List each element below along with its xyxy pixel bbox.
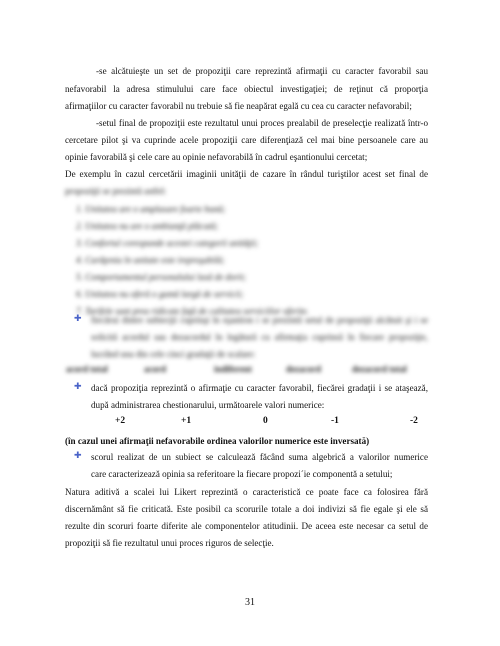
blurred-list-item: 1. Unitatea are o amplasare foarte bună;: [76, 204, 226, 214]
blurred-list-item: 7. Tarifele sunt prea ridicate faţă de calitatea serviciilor oferite.: [76, 306, 309, 316]
scale-label: indiferent: [214, 364, 252, 374]
value-label: +1: [181, 416, 192, 426]
blurred-list-item: 6. Unitatea nu oferă o gamă largă de servicii;: [76, 289, 244, 299]
value-label: -1: [331, 416, 339, 426]
blurred-text-line: fiecărui dintre subiecţii cuprinşi în eşantion i se prezintă setul de propoziţii alcătuit şi i se: [91, 315, 428, 325]
values-row: [0, 416, 500, 432]
blurred-list-item: 5. Comportamentul personalului lasă de dorit;: [76, 272, 247, 282]
blurred-list-item: 3. Confortul corespunde acestei categorii unităţii;: [76, 238, 259, 248]
value-label: -2: [410, 416, 418, 426]
text-line: nefavorabil la adresa stimulului care face obiectul investigaţiei; de reţinut că proporţia: [65, 84, 428, 94]
text-line: afirmaţiilor cu caracter favorabil nu trebuie să fie neapărat egală cu cea cu caracter nefavorabil;: [65, 101, 412, 111]
text-line: cercetare pilot şi va cuprinde acele propoziţii care diferenţiază cel mai bine persoanele care au: [65, 135, 428, 145]
blurred-text-line: solicită acordul sau dezacordul în legătură cu afirmaţia cuprinsă în fiecare propoziţie,: [91, 332, 428, 342]
blurred-list-item: 4. Curăţenia în unitate este ireproşabilă;: [76, 255, 225, 265]
text-line: discernământ să fie criticată. Este posibil ca scorurile totale a doi indivizi să fie egale şi ele să: [65, 504, 428, 514]
plus-bullet-icon: ✚: [74, 450, 82, 460]
note-line: (în cazul unei afirmaţii nefavorabile ordinea valorilor numerice este inversată): [65, 436, 370, 446]
value-label: 0: [263, 416, 268, 426]
text-line: De exemplu în cazul cercetării imaginii unităţii de cazare în rândul turiştilor acest set final de: [65, 169, 428, 179]
blurred-scale-row: [0, 364, 500, 380]
text-line: rezulte din scoruri foarte diferite ale componentelor atitudinii. De aceea este necesar ca setul de: [65, 521, 428, 531]
blurred-text-line: lucrând una din cele cinci gradaţii de scalare:: [91, 349, 256, 359]
blurred-list-item: 2. Unitatea nu are o ambianţă plăcută;: [76, 221, 219, 231]
scale-label: acord total: [66, 364, 108, 374]
text-line: opinie favorabilă şi cele care au opinie nefavorabilă în cadrul eşantionului cercetat;: [65, 152, 368, 162]
text-line: dacă propoziţia reprezintă o afirmaţie cu caracter favorabil, fiecărei gradaţii i se ataşează,: [91, 383, 428, 393]
text-line: -se alcătuieşte un set de propoziţii care reprezintă afirmaţii cu caracter favorabil sau: [96, 66, 428, 76]
blurred-text-line: propoziţii se prezintă astfel:: [65, 186, 167, 196]
value-label: +2: [115, 416, 126, 426]
plus-bullet-icon: ✚: [74, 313, 82, 323]
scale-label: dezacord total: [352, 364, 407, 374]
scale-label: dezacord: [286, 364, 321, 374]
text-line: scorul realizat de un subiect se calculează făcând suma algebrică a valorilor numerice: [91, 452, 428, 462]
scale-label: acord: [144, 364, 166, 374]
text-line: care caracterizează opinia sa referitoare la fiecare propozi´ie componentă a setului;: [91, 469, 393, 479]
page-number: 31: [245, 597, 255, 608]
text-line: -setul final de propoziţii este rezultatul unui proces prealabil de preselecţie realizată într-o: [96, 118, 428, 128]
text-line: Natura aditivă a scalei lui Likert reprezintă o caracteristică ce poate face ca folosirea fără: [65, 487, 428, 497]
text-line: propoziţii să fie rezultatul unui proces riguros de selecţie.: [65, 538, 274, 548]
text-line: după administrarea chestionarului, următoarele valori numerice:: [91, 400, 325, 410]
plus-bullet-icon: ✚: [74, 381, 82, 391]
